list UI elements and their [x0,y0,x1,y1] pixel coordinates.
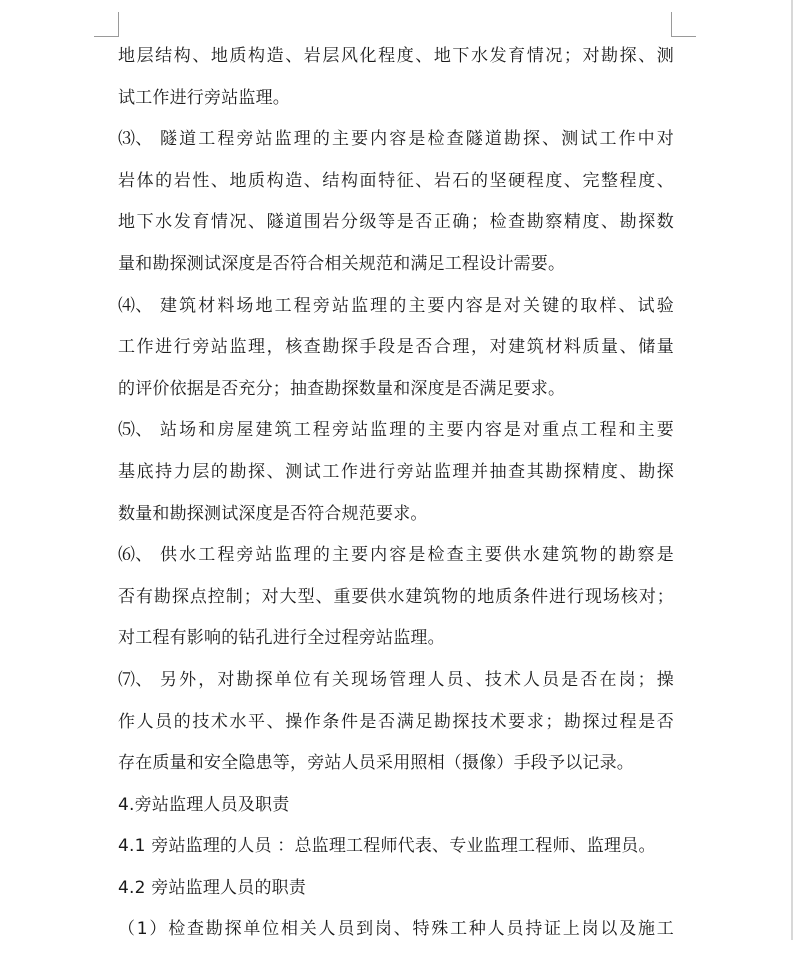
line-text: 试工作进行旁站监理。 [118,87,290,108]
line-text: 4.1 旁站监理的人员 ：总监理工程师代表、专业监理工程师、监理员。 [118,836,656,857]
text-line [118,622,674,664]
item-number: ⑷、 [118,295,153,316]
line-text: 基底持力层的勘探、测试工作进行旁站监理并抽查其勘探精度、勘探 [118,461,674,482]
text-line [118,331,674,373]
item-number: ⑺、 [118,669,153,690]
line-text: 的评价依据是否充分；抽查勘探数量和深度是否满足要求。 [118,378,566,399]
line-text: 供水工程旁站监理的主要内容是检查主要供水建筑物的勘察是 [160,545,674,566]
line-text: 另外，对勘探单位有关现场管理人员、技术人员是否在岗；操 [160,669,674,690]
line-text: 4.旁站监理人员及职责 [118,794,290,815]
text-line [118,248,674,290]
line-text: （1）检查勘探单位相关人员到岗、特殊工种人员持证上岗以及施工 [118,919,674,940]
line-text: 地层结构、地质构造、岩层风化程度、地下水发育情况；对勘探、测 [118,46,674,66]
line-text: 存在质量和安全隐患等，旁站人员采用照相（摄像）手段予以记录。 [118,753,634,774]
section-heading-line [118,789,674,831]
document-body[interactable] [118,40,674,955]
line-text: 站场和房屋建筑工程旁站监理的主要内容是对重点工程和主要 [160,420,674,441]
item-number: ⑸、 [118,420,153,441]
line-text: 否有勘探点控制；对大型、重要供水建筑物的地质条件进行现场核对； [118,586,674,607]
line-text: 对工程有影响的钻孔进行全过程旁站监理。 [118,628,445,649]
text-line [118,373,674,415]
text-line [118,82,674,124]
text-line [118,206,674,248]
section-heading-line [118,830,674,872]
text-line [118,123,674,165]
text-line [118,539,674,581]
text-line [118,414,674,456]
text-line [118,706,674,748]
text-line [118,913,674,955]
line-text: 工作进行旁站监理，核查勘探手段是否合理，对建筑材料质量、储量 [118,337,674,358]
text-line [118,456,674,498]
margin-corner-mark-top-left [94,12,119,37]
text-line [118,747,674,789]
text-line [118,40,674,82]
margin-corner-mark-top-right [671,12,696,37]
text-line [118,290,674,332]
line-text: 地下水发育情况、隧道围岩分级等是否正确；检查勘察精度、勘探数 [118,212,674,233]
text-line [118,165,674,207]
text-line [118,498,674,540]
line-text: 岩体的岩性、地质构造、结构面特征、岩石的坚硬程度、完整程度、 [118,170,674,191]
text-line [118,664,674,706]
line-text: 隧道工程旁站监理的主要内容是检查隧道勘探、测试工作中对 [160,129,674,150]
line-text: 数量和勘探测试深度是否符合规范要求。 [118,503,428,524]
text-line [118,581,674,623]
section-heading-line [118,872,674,914]
line-text: 作人员的技术水平、操作条件是否满足勘探技术要求；勘探过程是否 [118,711,674,732]
line-text: 量和勘探测试深度是否符合相关规范和满足工程设计需要。 [118,253,566,274]
item-number: ⑶、 [118,129,153,150]
line-text: 4.2 旁站监理人员的职责 [118,877,307,898]
line-text: 建筑材料场地工程旁站监理的主要内容是对关键的取样、试验 [160,295,674,316]
item-number: ⑹、 [118,545,153,566]
